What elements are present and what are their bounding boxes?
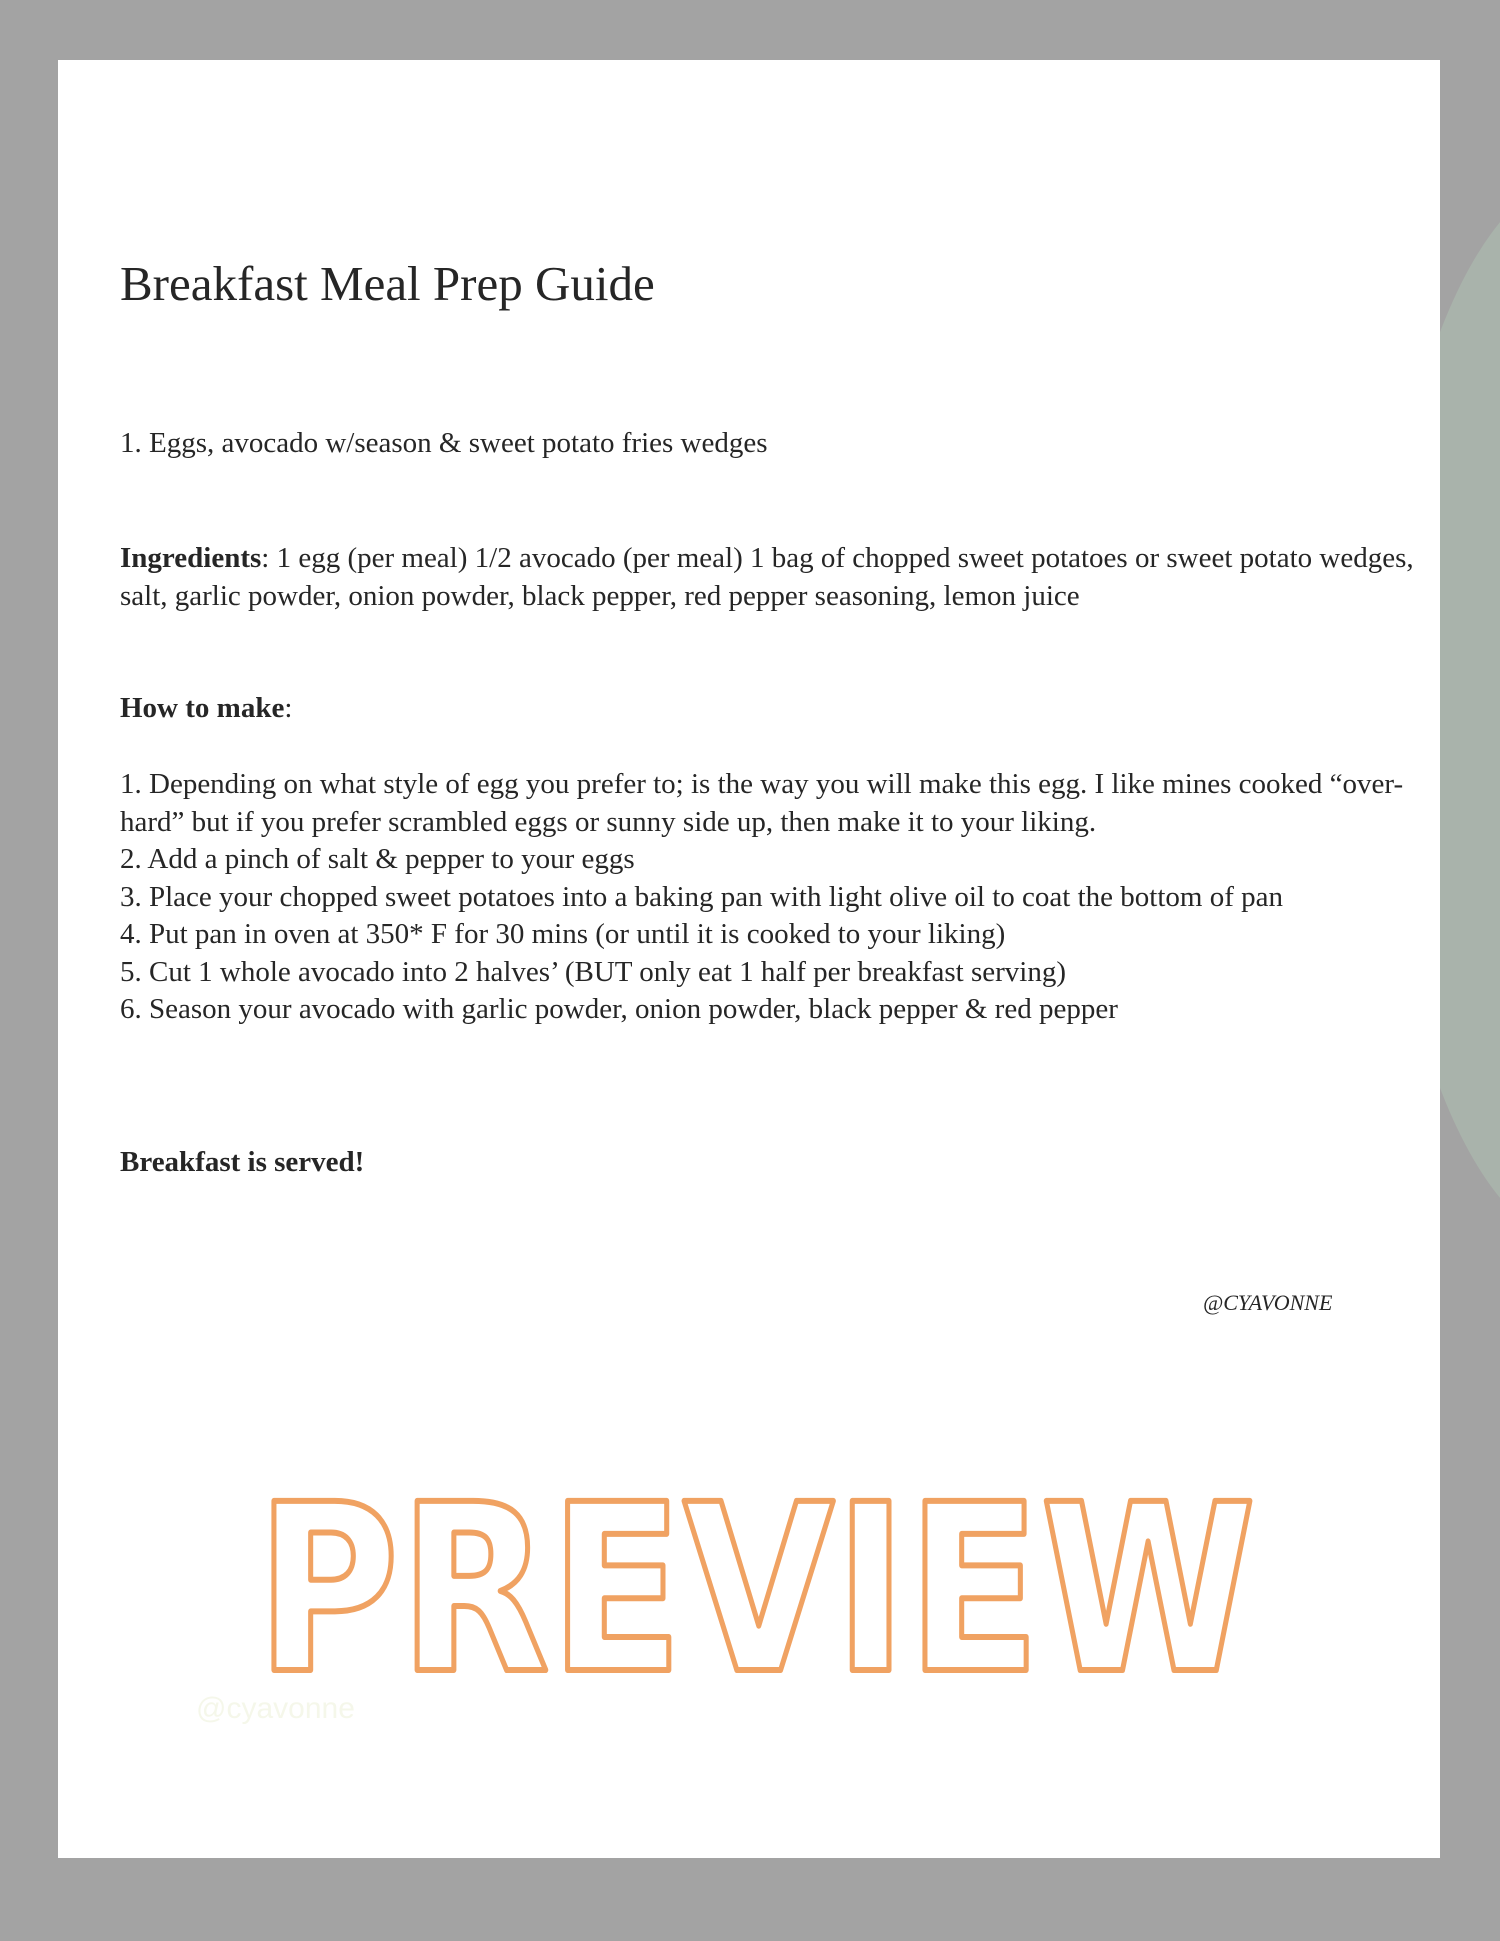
page-title: Breakfast Meal Prep Guide <box>120 256 655 311</box>
author-handle: @CYAVONNE <box>1203 1290 1333 1315</box>
preview-text: PREVIEW <box>256 1470 1256 1700</box>
how-to-make-heading <box>120 690 1440 728</box>
closing-line: Breakfast is served! <box>120 1146 365 1178</box>
step-item: 5. Cut 1 whole avocado into 2 halves’ (BUT only eat 1 half per breakfast serving) <box>120 955 1066 988</box>
watermark-handle: @cyavonne <box>196 1692 355 1725</box>
step-item: 3. Place your chopped sweet potatoes into a baking pan with light olive oil to coat the bottom of pan <box>120 880 1283 913</box>
step-item: 4. Put pan in oven at 350* F for 30 mins (or until it is cooked to your liking) <box>120 918 1006 950</box>
ingredients-paragraph <box>120 540 1440 615</box>
ingredients-text: : 1 egg (per meal) 1/2 avocado (per meal) 1 bag of chopped sweet potatoes or sweet potato wedges, salt, garlic powder, onion powder, black pepper, red pepper seasoning, lemon juice <box>120 542 1414 612</box>
step-item: 6. Season your avocado with garlic powder, onion powder, black pepper & red pepper <box>120 993 1118 1025</box>
how-to-make-colon: : <box>284 692 293 724</box>
document-page <box>58 60 1440 1858</box>
how-to-make-label: How to make <box>120 692 285 724</box>
preview-watermark <box>246 1470 1266 1700</box>
meal-heading: 1. Eggs, avocado w/season & sweet potato fries wedges <box>120 427 768 459</box>
steps-list <box>120 766 1440 1029</box>
ingredients-label: Ingredients <box>120 542 262 574</box>
step-item: 2. Add a pinch of salt & pepper to your eggs <box>120 843 635 875</box>
step-item: 1. Depending on what style of egg you prefer to; is the way you will make this egg. I like mines cooked “over-hard” but if you prefer scrambled eggs or sunny side up, then make it to your liking. <box>120 768 1404 838</box>
